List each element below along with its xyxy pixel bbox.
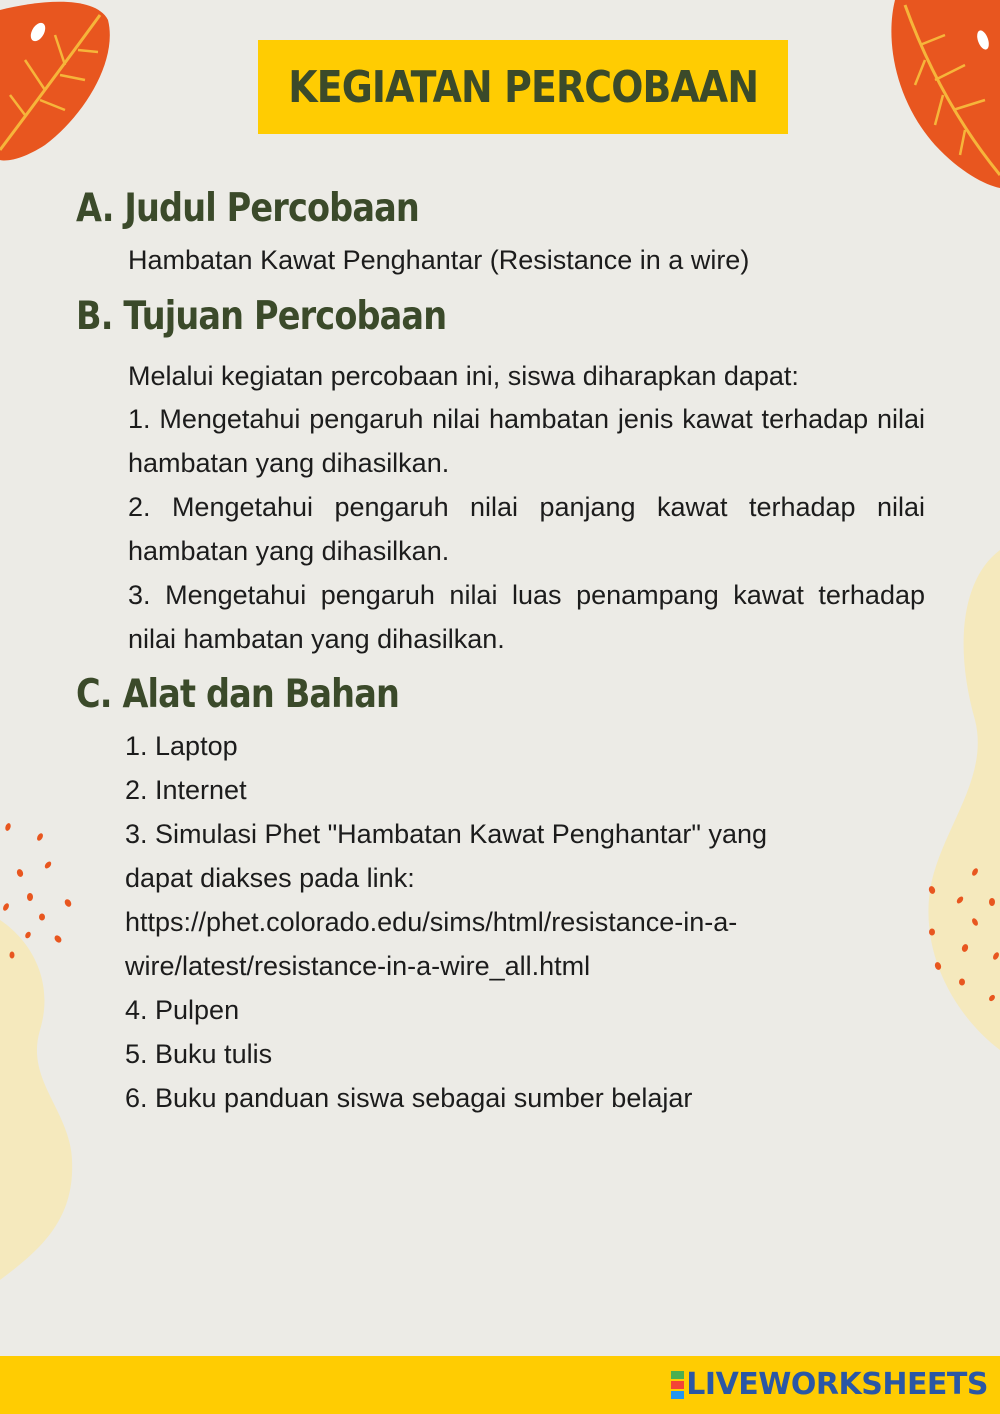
- leaf-icon-top-right: [885, 0, 1000, 190]
- phet-link[interactable]: https://phet.colorado.edu/sims/html/resistance-in-a-: [125, 907, 738, 937]
- alat-item: 4. Pulpen: [125, 995, 240, 1025]
- alat-item: 3. Simulasi Phet "Hambatan Kawat Penghantar" yang: [125, 819, 768, 849]
- liveworksheets-logo-icon: [671, 1370, 684, 1400]
- speckle-pattern-right: [920, 860, 1000, 1010]
- alat-item: 1. Laptop: [125, 731, 238, 761]
- page-title: KEGIATAN PERCOBAAN: [288, 61, 758, 113]
- footer-bar: [0, 1356, 1000, 1414]
- cream-blob-left: [0, 920, 80, 1280]
- alat-item: 2. Internet: [125, 775, 247, 805]
- brand-name: LIVEWORKSHEETS: [686, 1367, 988, 1402]
- title-banner: [258, 40, 788, 134]
- heading-tujuan-percobaan: B. Tujuan Percobaan: [76, 294, 447, 339]
- heading-judul-percobaan: A. Judul Percobaan: [76, 186, 419, 231]
- leaf-icon-top-left: [0, 0, 115, 165]
- speckle-pattern-left: [0, 815, 80, 965]
- alat-item: dapat diakses pada link:: [125, 863, 415, 893]
- judul-text: Hambatan Kawat Penghantar (Resistance in a wire): [128, 245, 750, 275]
- phet-link[interactable]: wire/latest/resistance-in-a-wire_all.html: [125, 951, 591, 981]
- tujuan-item: 2. Mengetahui pengaruh nilai panjang kawat terhadap nilai hambatan yang dihasilkan.: [128, 492, 925, 566]
- heading-alat-dan-bahan: C. Alat dan Bahan: [76, 672, 399, 717]
- alat-item: 6. Buku panduan siswa sebagai sumber belajar: [125, 1083, 693, 1113]
- tujuan-item: 1. Mengetahui pengaruh nilai hambatan jenis kawat terhadap nilai hambatan yang dihasilkan.: [128, 404, 925, 478]
- alat-item: 5. Buku tulis: [125, 1039, 273, 1069]
- liveworksheets-brand[interactable]: [671, 1367, 988, 1402]
- tujuan-intro: Melalui kegiatan percobaan ini, siswa diharapkan dapat:: [128, 361, 799, 391]
- tujuan-item: 3. Mengetahui pengaruh nilai luas penampang kawat terhadap nilai hambatan yang dihasilkan.: [128, 580, 925, 654]
